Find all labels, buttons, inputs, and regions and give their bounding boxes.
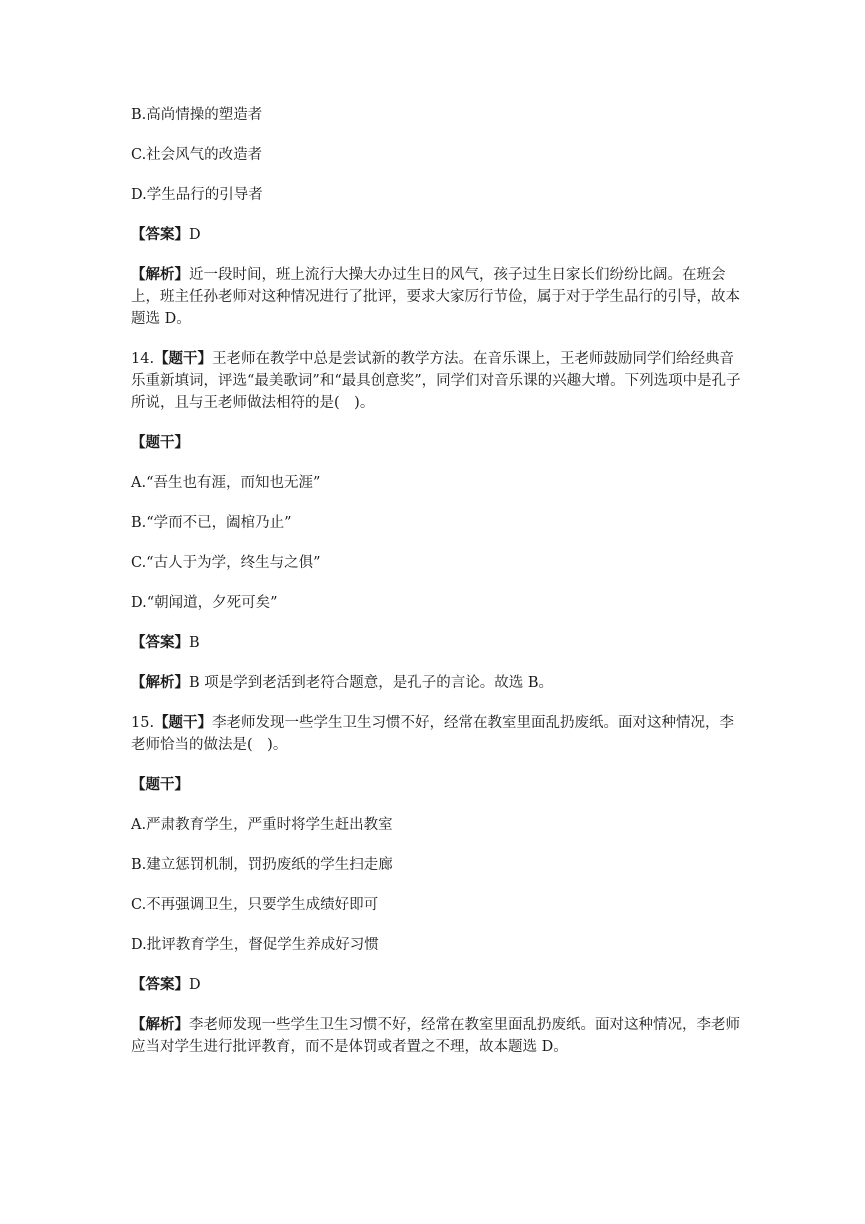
analysis-tag: 【解析】 (131, 1016, 189, 1033)
option-d-q14: D.“朝闻道，夕死可矣” (131, 595, 278, 611)
answer-tag: 【答案】 (131, 976, 189, 993)
answer-q13: 【答案】D (131, 226, 201, 243)
analysis-q13: 【解析】近一段时间，班上流行大操大办过生日的风气，孩子过生日家长们纷纷比阔。在班会上，班主任孙老师对这种情况进行了批评，要求大家厉行节俭，属于对于学生品行的引导，故本题选 D。 (131, 266, 740, 327)
question-15: 15.【题干】李老师发现一些学生卫生习惯不好，经常在教室里面乱扔废纸。面对这种情况，李老师恰当的做法是( )。 (131, 714, 735, 753)
option-c-q15: C.不再强调卫生，只要学生成绩好即可 (131, 897, 379, 913)
answer-q15: 【答案】D (131, 976, 201, 993)
analysis-q15: 【解析】李老师发现一些学生卫生习惯不好，经常在教室里面乱扔废纸。面对这种情况，李老师应当对学生进行批评教育，而不是体罚或者置之不理，故本题选 D。 (131, 1016, 740, 1055)
answer-tag: 【答案】 (131, 634, 189, 651)
answer-tag: 【答案】 (131, 226, 189, 243)
answer-q14: 【答案】B (131, 634, 200, 651)
analysis-q14: 【解析】B 项是学到老活到老符合题意，是孔子的言论。故选 B。 (131, 674, 554, 691)
option-a-q15: A.严肃教育学生，严重时将学生赶出教室 (131, 817, 393, 833)
stem-label-q14: 【题干】 (131, 434, 189, 451)
stem-tag: 【题干】 (154, 350, 213, 367)
option-b-q14: B.“学而不已，阖棺乃止” (131, 515, 292, 531)
option-b-q15: B.建立惩罚机制，罚扔废纸的学生扫走廊 (131, 857, 393, 873)
stem-label-q15: 【题干】 (131, 776, 189, 793)
option-a-q14: A.“吾生也有涯，而知也无涯” (131, 475, 321, 491)
option-d-q15: D.批评教育学生，督促学生养成好习惯 (131, 937, 379, 953)
question-number: 15. (131, 715, 155, 731)
analysis-tag: 【解析】 (131, 266, 189, 283)
analysis-tag: 【解析】 (131, 674, 189, 691)
question-14: 14.【题干】王老师在教学中总是尝试新的教学方法。在音乐课上，王老师鼓励同学们给经典音乐重新填词，评选“最美歌词”和“最具创意奖”，同学们对音乐课的兴趣大增。下列选项中是孔子所说，且与王老师做法相符的是( )。 (131, 350, 741, 411)
option-c-q13: C.社会风气的改造者 (131, 147, 263, 163)
option-c-q14: C.“古人于为学，终生与之俱” (131, 555, 321, 571)
document-content (131, 104, 741, 1076)
stem-tag: 【题干】 (154, 714, 213, 731)
option-d-q13: D.学生品行的引导者 (131, 187, 263, 203)
option-b-q13: B.高尚情操的塑造者 (131, 107, 263, 123)
question-number: 14. (131, 351, 155, 367)
